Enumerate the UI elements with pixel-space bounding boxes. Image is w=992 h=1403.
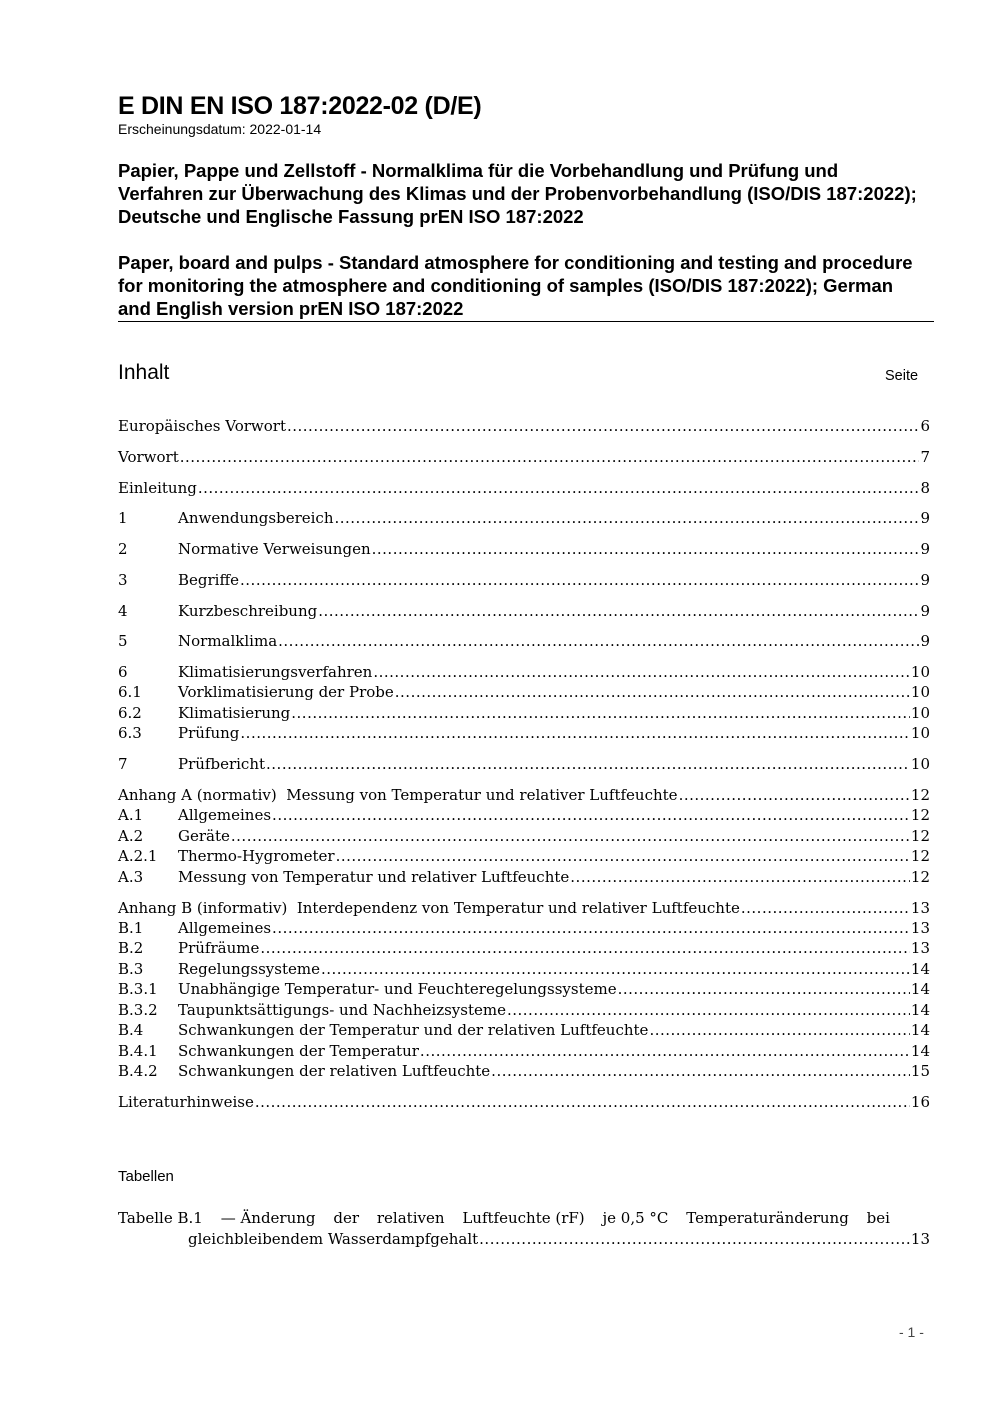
toc-entry[interactable] <box>118 785 930 805</box>
table-entry-caption-word: Temperaturänderung <box>686 1209 849 1227</box>
toc-entry-title: Klimatisierungsverfahren <box>178 663 373 681</box>
toc-entry-number: 6.3 <box>118 724 142 742</box>
publication-date: Erscheinungsdatum: 2022-01-14 <box>118 121 322 137</box>
tables-heading: Tabellen <box>118 1168 174 1185</box>
toc-entry[interactable] <box>118 601 930 621</box>
toc-entry-title: Vorklimatisierung der Probe <box>178 683 394 701</box>
leader-dots <box>180 447 920 467</box>
toc-entry-page: 14 <box>910 1042 930 1060</box>
toc-entry[interactable] <box>118 478 930 498</box>
leader-dots <box>231 826 910 846</box>
toc-entry-page: 10 <box>910 663 930 681</box>
table-entry-caption-word: bei <box>866 1209 890 1227</box>
toc-entry-number: 6.1 <box>118 683 142 701</box>
document-id-title: E DIN EN ISO 187:2022-02 (D/E) <box>118 92 482 120</box>
toc-entry-title: Anwendungsbereich <box>178 509 334 527</box>
toc-entry-number: 5 <box>118 632 128 650</box>
toc-entry-title: Normalklima <box>178 632 278 650</box>
toc-entry-page: 12 <box>910 868 930 886</box>
toc-entry-title: Klimatisierung <box>178 704 291 722</box>
leader-dots <box>507 1000 910 1020</box>
leader-dots <box>272 805 910 825</box>
leader-dots <box>198 478 920 498</box>
toc-entry[interactable] <box>118 1000 930 1020</box>
leader-dots <box>491 1061 910 1081</box>
toc-entry[interactable] <box>118 682 930 702</box>
toc-entry-title: Prüfräume <box>178 939 260 957</box>
toc-entry[interactable] <box>118 867 930 887</box>
toc-entry-number: A.2 <box>118 827 144 845</box>
leader-dots <box>372 539 920 559</box>
toc-entry-number: 4 <box>118 602 128 620</box>
toc-entry-number: 2 <box>118 540 128 558</box>
toc-entry-number: 1 <box>118 509 128 527</box>
leader-dots <box>240 723 910 743</box>
leader-dots <box>272 918 910 938</box>
toc-entry[interactable] <box>118 1061 930 1081</box>
toc-entry-title: Anhang A (normativ) Messung von Temperatur und relativer Luftfeuchte <box>118 786 678 804</box>
table-entry-page: 13 <box>910 1230 930 1248</box>
toc-entry-title: Taupunktsättigungs- und Nachheizsysteme <box>178 1001 506 1019</box>
toc-entry-page: 9 <box>920 509 930 527</box>
toc-entry[interactable] <box>118 826 930 846</box>
toc-entry-title: Allgemeines <box>178 806 272 824</box>
toc-entry-title: Einleitung <box>118 479 197 497</box>
toc-entry-number: 6 <box>118 663 128 681</box>
toc-entry-number: A.2.1 <box>118 847 158 865</box>
toc-entry-number: B.1 <box>118 919 144 937</box>
toc-entry-number: B.4.1 <box>118 1042 158 1060</box>
toc-entry[interactable] <box>118 662 930 682</box>
toc-entry[interactable] <box>118 979 930 999</box>
table-entry-caption-continuation: gleichbleibendem Wasserdampfgehalt <box>188 1230 479 1248</box>
toc-entry-title: Vorwort <box>118 448 179 466</box>
toc-entry-page: 10 <box>910 724 930 742</box>
toc-entry-title: Kurzbeschreibung <box>178 602 318 620</box>
toc-entry-number: 6.2 <box>118 704 142 722</box>
toc-entry-number: A.3 <box>118 868 144 886</box>
toc-entry[interactable] <box>118 1020 930 1040</box>
toc-entry-page: 16 <box>910 1093 930 1111</box>
leader-dots <box>334 508 919 528</box>
toc-entry-page: 13 <box>910 919 930 937</box>
toc-entry-page: 12 <box>910 786 930 804</box>
toc-entry[interactable] <box>118 898 930 918</box>
toc-entry[interactable] <box>118 846 930 866</box>
toc-entry-title: Schwankungen der relativen Luftfeuchte <box>178 1062 491 1080</box>
toc-entry-number: 3 <box>118 571 128 589</box>
leader-dots <box>373 662 910 682</box>
toc-entry-number: B.2 <box>118 939 144 957</box>
toc-entry-title: Geräte <box>178 827 230 845</box>
leader-dots <box>570 867 910 887</box>
table-entry-caption-word: je 0,5 °C <box>602 1209 669 1227</box>
toc-entry-title: Unabhängige Temperatur- und Feuchteregelungssysteme <box>178 980 617 998</box>
toc-entry-title: Thermo-Hygrometer <box>178 847 335 865</box>
toc-entry-number: B.3.2 <box>118 1001 158 1019</box>
toc-entry-page: 12 <box>910 827 930 845</box>
toc-entry-title: Messung von Temperatur und relativer Luftfeuchte <box>178 868 570 886</box>
toc-entry-title: Anhang B (informativ) Interdependenz von Temperatur und relativer Luftfeuchte <box>118 899 740 917</box>
toc-entry[interactable] <box>118 703 930 723</box>
table-entry-caption-word: der <box>333 1209 360 1227</box>
toc-entry-page: 10 <box>910 755 930 773</box>
toc-entry[interactable] <box>118 631 930 651</box>
toc-entry-page: 9 <box>920 540 930 558</box>
toc-entry[interactable] <box>118 754 930 774</box>
toc-entry-number: B.3.1 <box>118 980 158 998</box>
table-entry-caption-line2 <box>118 1229 930 1250</box>
toc-entry[interactable] <box>118 570 930 590</box>
german-title: Papier, Pappe und Zellstoff - Normalklima für die Vorbehandlung und Prüfung und Verfahren zur Überwachung des Klimas und der Probenvorbehandlung (ISO/DIS 187:2022); Deutsche und Englische Fassung prEN ISO 187:2022 <box>118 160 917 227</box>
toc-entry[interactable] <box>118 508 930 528</box>
toc-entry-title: Normative Verweisungen <box>178 540 371 558</box>
toc-entry-number: B.4 <box>118 1021 144 1039</box>
toc-entry-page: 14 <box>910 1001 930 1019</box>
toc-entry[interactable] <box>118 416 930 436</box>
leader-dots <box>291 703 910 723</box>
toc-entry-title: Europäisches Vorwort <box>118 417 286 435</box>
toc-entry-page: 8 <box>920 479 930 497</box>
toc-entry[interactable] <box>118 959 930 979</box>
table-entry-caption-word: Tabelle B.1 <box>118 1209 203 1227</box>
leader-dots <box>741 898 910 918</box>
toc-entry[interactable] <box>118 805 930 825</box>
english-title: Paper, board and pulps - Standard atmosphere for conditioning and testing and procedure for monitoring the atmosphere and conditioning of samples (ISO/DIS 187:2022); German and English version prEN ISO 187:2022 <box>118 252 913 319</box>
toc-entry[interactable] <box>118 723 930 743</box>
toc-entry-number: B.4.2 <box>118 1062 158 1080</box>
toc-entry-page: 12 <box>910 806 930 824</box>
header-divider <box>118 321 934 322</box>
page-number: - 1 - <box>899 1324 924 1340</box>
toc-entry-page: 9 <box>920 632 930 650</box>
leader-dots <box>255 1092 910 1112</box>
toc-entry-title: Regelungssysteme <box>178 960 320 978</box>
leader-dots <box>479 1229 910 1250</box>
toc-entry[interactable] <box>118 447 930 467</box>
toc-entry-title: Schwankungen der Temperatur <box>178 1042 419 1060</box>
toc-entry-page: 10 <box>910 683 930 701</box>
toc-page-column-label: Seite <box>885 368 919 384</box>
leader-dots <box>395 682 910 702</box>
table-list-entry[interactable] <box>118 1208 930 1250</box>
toc-entry-page: 14 <box>910 1021 930 1039</box>
toc-entry-number: A.1 <box>118 806 144 824</box>
table-entry-caption-line1 <box>118 1208 890 1229</box>
toc-entry[interactable] <box>118 539 930 559</box>
leader-dots <box>287 416 919 436</box>
toc-entry-number: 7 <box>118 755 128 773</box>
table-entry-caption-word: Luftfeuchte (rF) <box>462 1209 585 1227</box>
toc-entry-title: Allgemeines <box>178 919 272 937</box>
toc-entry-page: 14 <box>910 960 930 978</box>
leader-dots <box>618 979 910 999</box>
leader-dots <box>318 601 919 621</box>
table-entry-caption-word: — Änderung <box>220 1209 316 1227</box>
toc-entry-title: Prüfung <box>178 724 240 742</box>
toc-entry-page: 13 <box>910 899 930 917</box>
toc-entry-number: B.3 <box>118 960 144 978</box>
leader-dots <box>336 846 910 866</box>
leader-dots <box>266 754 910 774</box>
toc-entry[interactable] <box>118 918 930 938</box>
toc-entry[interactable] <box>118 1041 930 1061</box>
toc-entry[interactable] <box>118 938 930 958</box>
toc-entry-page: 15 <box>910 1062 930 1080</box>
toc-entry-page: 12 <box>910 847 930 865</box>
leader-dots <box>679 785 910 805</box>
leader-dots <box>260 938 910 958</box>
toc-entry-title: Literaturhinweise <box>118 1093 254 1111</box>
toc-entry-title: Begriffe <box>178 571 240 589</box>
toc-heading: Inhalt <box>118 361 170 384</box>
toc-entry-title: Schwankungen der Temperatur und der relativen Luftfeuchte <box>178 1021 649 1039</box>
toc-entry[interactable] <box>118 1092 930 1112</box>
toc-entry-page: 14 <box>910 980 930 998</box>
toc-entry-page: 9 <box>920 571 930 589</box>
leader-dots <box>321 959 910 979</box>
leader-dots <box>240 570 919 590</box>
toc-entry-page: 9 <box>920 602 930 620</box>
leader-dots <box>278 631 919 651</box>
table-entry-caption-word: relativen <box>376 1209 445 1227</box>
toc-entry-page: 7 <box>920 448 930 466</box>
leader-dots <box>649 1020 909 1040</box>
toc-entry-page: 6 <box>920 417 930 435</box>
toc-entry-title: Prüfbericht <box>178 755 266 773</box>
leader-dots <box>420 1041 910 1061</box>
toc-entry-page: 10 <box>910 704 930 722</box>
toc-entry-page: 13 <box>910 939 930 957</box>
